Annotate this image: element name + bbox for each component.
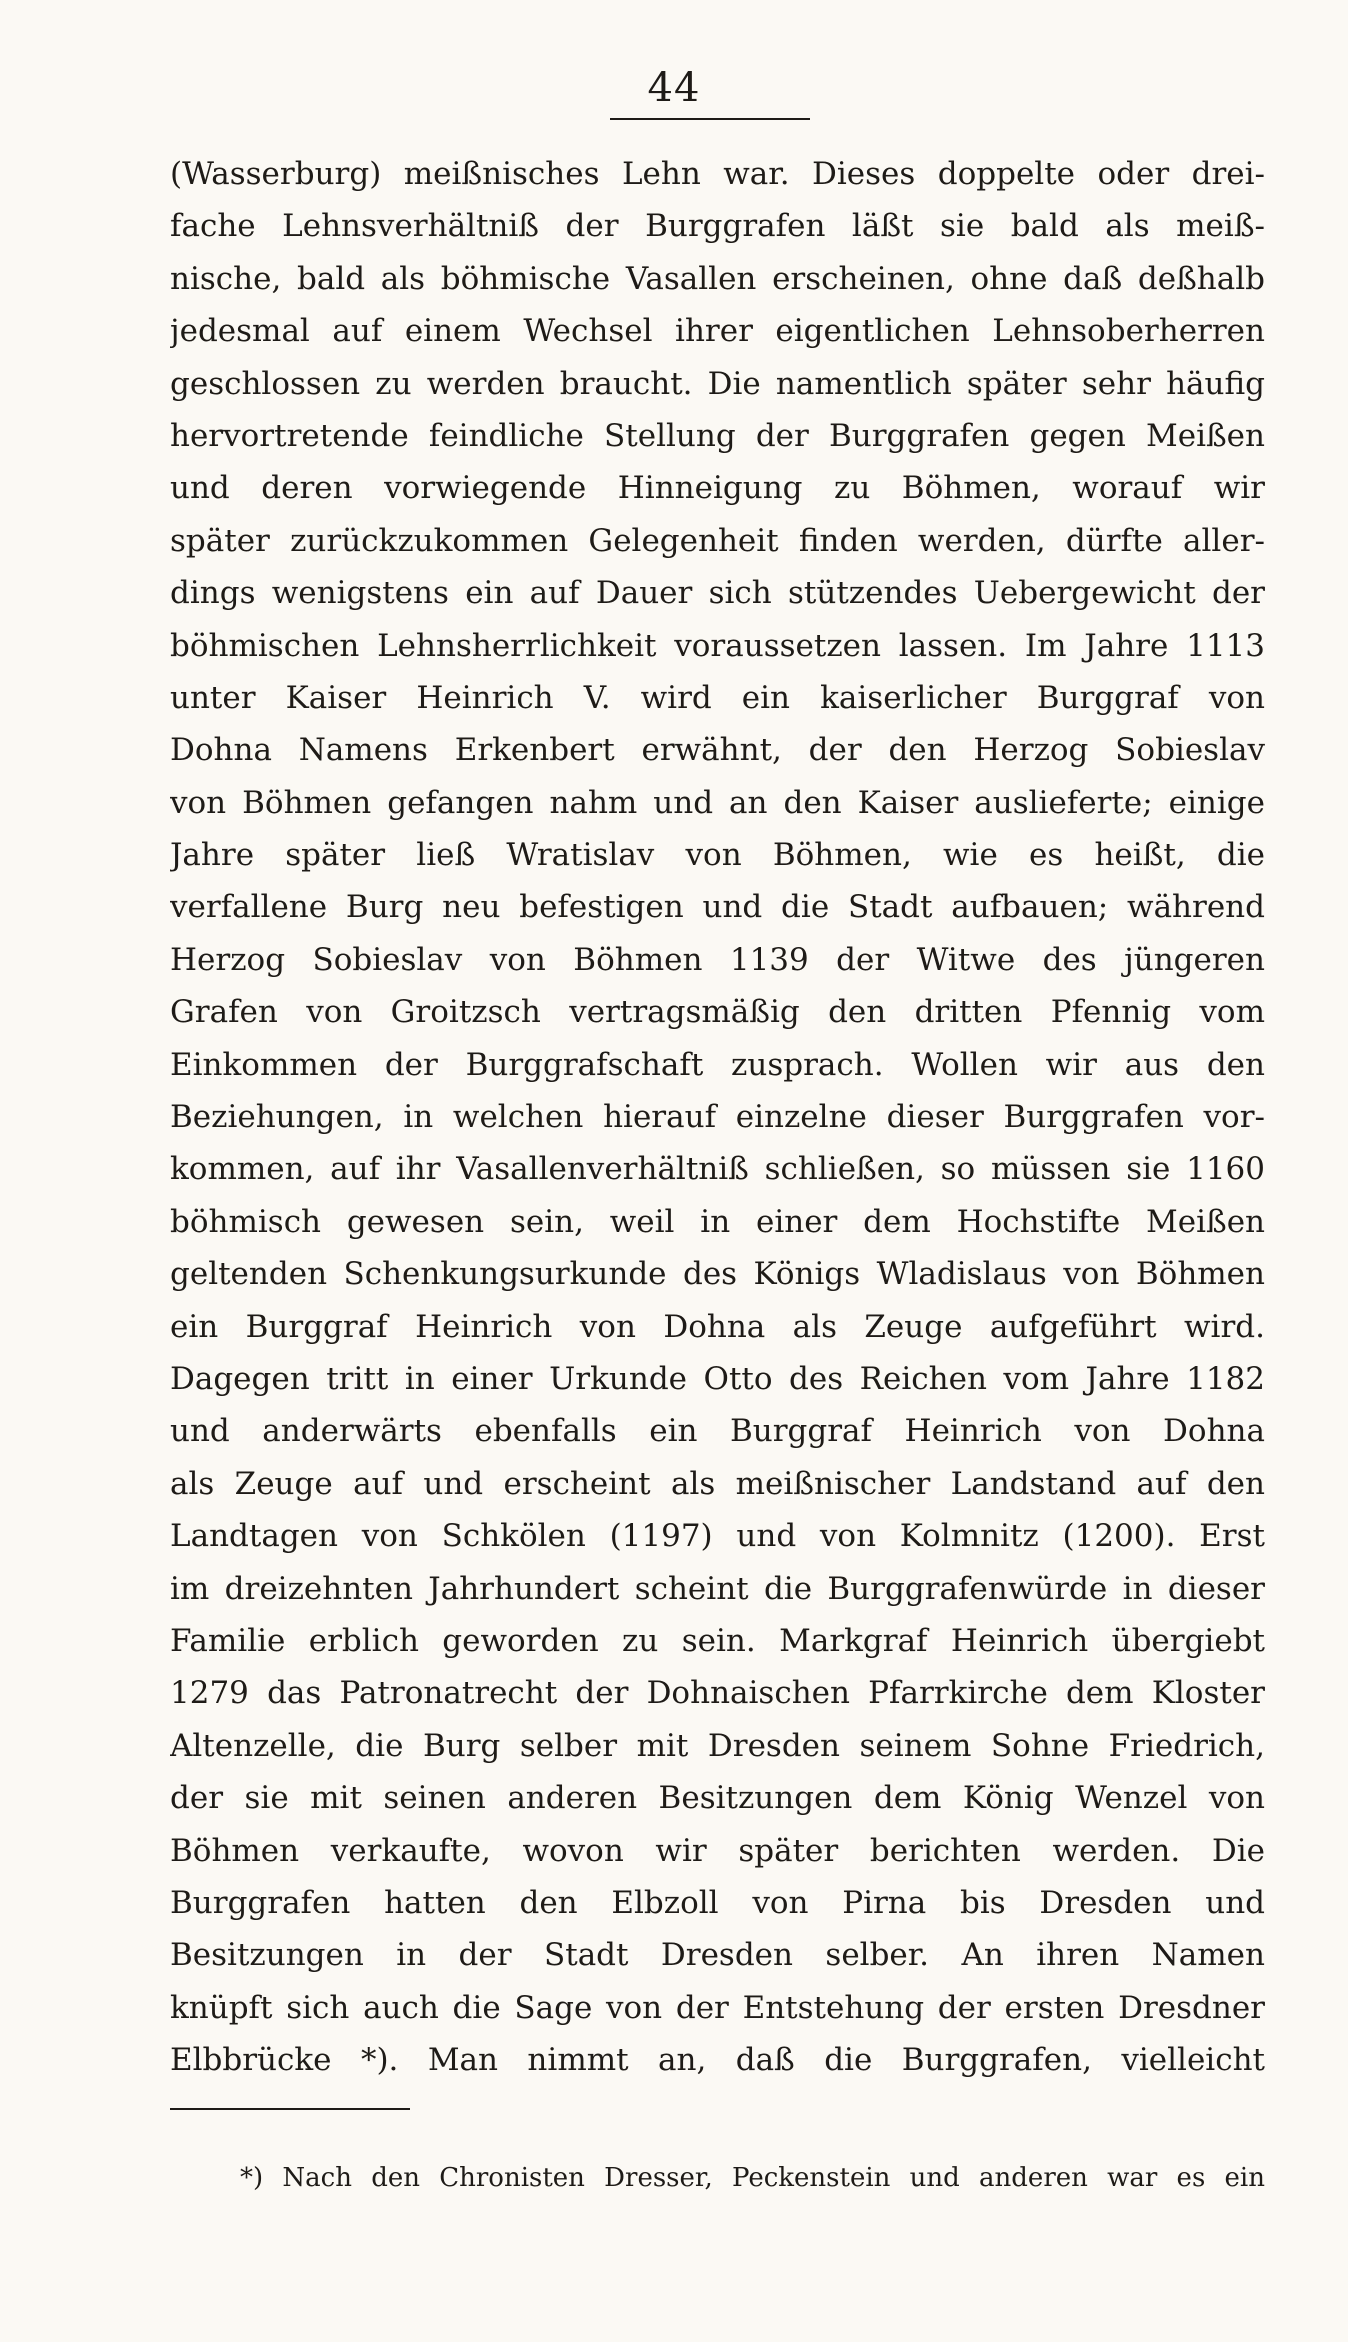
text-line: böhmisch gewesen sein, weil in einer dem Hochstifte Meißen [170, 1203, 1265, 1240]
text-line: Landtagen von Schkölen (1197) und von Kolmnitz (1200). Erst [170, 1518, 1265, 1555]
text-line: später zurückzukommen Gelegenheit finden werden, dürfte aller- [170, 522, 1265, 559]
text-line: geschlossen zu werden braucht. Die namentlich später sehr häufig [170, 365, 1265, 402]
text-line: als Zeuge auf und erscheint als meißnischer Landstand auf den [170, 1465, 1265, 1502]
text-line: von Böhmen gefangen nahm und an den Kaiser auslieferte; einige [170, 784, 1265, 821]
text-line: Böhmen verkaufte, wovon wir später berichten werden. Die [170, 1832, 1265, 1869]
text-line: 1279 das Patronatrecht der Dohnaischen Pfarrkirche dem Kloster [170, 1675, 1265, 1712]
text-line: und anderwärts ebenfalls ein Burggraf Heinrich von Dohna [170, 1413, 1265, 1450]
text-line: kommen, auf ihr Vasallenverhältniß schließen, so müssen sie 1160 [170, 1151, 1265, 1188]
body-text [170, 148, 1265, 2086]
footnote-rule [170, 2108, 410, 2110]
text-line: verfallene Burg neu befestigen und die Stadt aufbauen; während [170, 889, 1265, 926]
text-line: Einkommen der Burggrafschaft zusprach. Wollen wir aus den [170, 1046, 1265, 1083]
text-line: der sie mit seinen anderen Besitzungen dem König Wenzel von [170, 1780, 1265, 1817]
text-line: unter Kaiser Heinrich V. wird ein kaiserlicher Burggraf von [170, 679, 1265, 716]
header-rule [610, 118, 810, 120]
text-line: Dagegen tritt in einer Urkunde Otto des Reichen vom Jahre 1182 [170, 1360, 1265, 1397]
text-line: jedesmal auf einem Wechsel ihrer eigentlichen Lehnsoberherren [170, 313, 1265, 350]
text-line: ein Burggraf Heinrich von Dohna als Zeuge aufgeführt wird. [170, 1308, 1265, 1345]
text-line: nische, bald als böhmische Vasallen erscheinen, ohne daß deßhalb [170, 260, 1265, 297]
text-line: Besitzungen in der Stadt Dresden selber. An ihren Namen [170, 1937, 1265, 1974]
text-line: im dreizehnten Jahrhundert scheint die Burggrafenwürde in dieser [170, 1570, 1265, 1607]
footnote: *) Nach den Chronisten Dresser, Peckenstein und anderen war es ein [240, 2163, 1265, 2193]
text-line: Beziehungen, in welchen hierauf einzelne dieser Burggrafen vor- [170, 1099, 1265, 1136]
text-line: dings wenigstens ein auf Dauer sich stützendes Uebergewicht der [170, 575, 1265, 612]
text-line: fache Lehnsverhältniß der Burggrafen läßt sie bald als meiß- [170, 208, 1265, 245]
text-line: Grafen von Groitzsch vertragsmäßig den dritten Pfennig vom [170, 994, 1265, 1031]
text-line: hervortretende feindliche Stellung der Burggrafen gegen Meißen [170, 417, 1265, 454]
text-line: böhmischen Lehnsherrlichkeit voraussetzen lassen. Im Jahre 1113 [170, 627, 1265, 664]
text-line: knüpft sich auch die Sage von der Entstehung der ersten Dresdner [170, 1989, 1265, 2026]
text-line: geltenden Schenkungsurkunde des Königs Wladislaus von Böhmen [170, 1256, 1265, 1293]
text-line: Altenzelle, die Burg selber mit Dresden seinem Sohne Friedrich, [170, 1727, 1265, 1764]
page-number: 44 [647, 65, 701, 111]
text-line: (Wasserburg) meißnisches Lehn war. Dieses doppelte oder drei- [170, 156, 1265, 192]
text-line: Elbbrücke *). Man nimmt an, daß die Burggrafen, vielleicht [170, 2042, 1265, 2079]
text-line: Burggrafen hatten den Elbzoll von Pirna bis Dresden und [170, 1884, 1265, 1921]
text-line: Familie erblich geworden zu sein. Markgraf Heinrich übergiebt [170, 1622, 1265, 1659]
text-line: Dohna Namens Erkenbert erwähnt, der den Herzog Sobieslav [170, 732, 1265, 769]
text-line: und deren vorwiegende Hinneigung zu Böhmen, worauf wir [170, 470, 1265, 507]
text-line: Jahre später ließ Wratislav von Böhmen, wie es heißt, die [170, 837, 1265, 874]
text-line: Herzog Sobieslav von Böhmen 1139 der Witwe des jüngeren [170, 941, 1265, 978]
